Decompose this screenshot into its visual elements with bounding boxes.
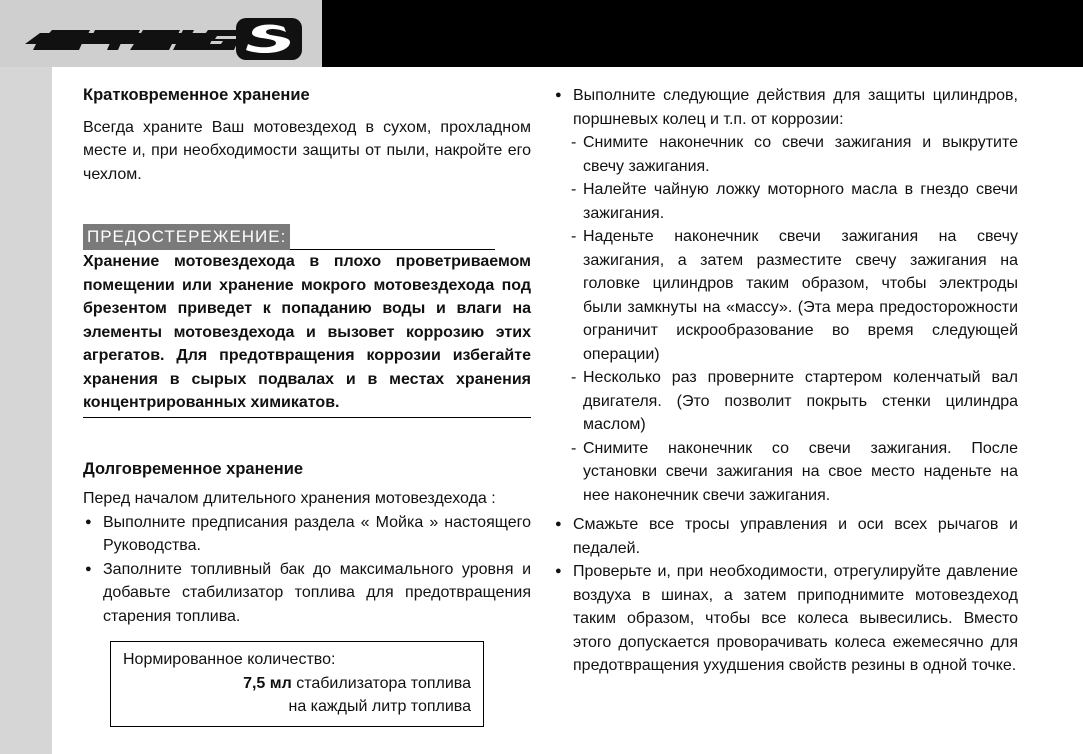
norm-amount: 7,5 мл	[243, 674, 292, 692]
warning-title: ПРЕДОСТЕРЕЖЕНИЕ:	[83, 224, 290, 250]
norm-quantity-box	[110, 641, 484, 727]
list-item: ● Выполните следующие действия для защиты цилиндров, поршневых колец и т.п. от коррозии:	[553, 84, 1018, 131]
list-item: ● Смажьте все тросы управления и оси всех рычагов и педалей.	[553, 513, 1018, 560]
left-margin-strip	[0, 0, 52, 754]
long-term-storage-heading: Долговременное хранение	[83, 459, 304, 478]
warning-header	[83, 224, 531, 250]
short-term-storage-heading: Кратковременное хранение	[83, 86, 310, 104]
long-term-storage-intro: Перед началом длительного хранения мотовездехода :	[83, 490, 496, 507]
sub-list-item: - Снимите наконечник со свечи зажигания. После установки свечи зажигания на свое место наденьте на нее наконечник свечи зажигания.	[571, 439, 1018, 504]
sub-list-item: - Несколько раз проверните стартером коленчатый вал двигателя. (Это позволит покрыть стенки цилиндра маслом)	[571, 369, 1018, 433]
right-column	[553, 84, 1018, 678]
norm-line-2: на каждый литр топлива	[288, 698, 471, 715]
list-item: ● Выполните предписания раздела « Мойка » настоящего Руководства.	[83, 511, 531, 558]
brand-logo	[0, 0, 322, 67]
list-item: ● Заполните топливный бак до максимального уровня и добавьте стабилизатор топлива для предотвращения старения топлива.	[83, 558, 531, 629]
warning-underline	[290, 227, 495, 250]
norm-line-1	[123, 672, 471, 696]
sub-list-item: - Снимите наконечник со свечи зажигания и выкрутите свечу зажигания.	[571, 134, 1018, 175]
left-column	[83, 84, 531, 628]
stels-logo-icon	[0, 0, 322, 67]
sub-list-item: - Наденьте наконечник свечи зажигания на свечу зажигания, а затем разместите свечу зажигания на головке цилиндров таким образом, чтобы электроды были замкнуты на «массу». (Эта мера предосторожности ограничит искрообразование во время следующей операции)	[571, 228, 1018, 363]
list-item: ● Проверьте и, при необходимости, отрегулируйте давление воздуха в шинах, а затем приподнимите мотовездеход таким образом, чтобы все колеса вывесились. Вместо этого допускается проворачивать колеса ежемесячно для предотвращения ухудшения свойств резины в одной точке.	[553, 560, 1018, 678]
norm-line-1-rest: стабилизатора топлива	[296, 674, 471, 692]
short-term-storage-text: Всегда храните Ваш мотовездеход в сухом, прохладном месте и, при необходимости защиты от пыли, накройте его чехлом.	[83, 118, 531, 183]
norm-label: Нормированное количество:	[123, 651, 336, 668]
sub-list-item: - Налейте чайную ложку моторного масла в гнездо свечи зажигания.	[571, 181, 1018, 222]
warning-text: Хранение мотовездехода в плохо проветриваемом помещении или хранение мокрого мотовездехода под брезентом приведет к попаданию воды и влаги на элементы мотовездехода и вызовет коррозию этих агрегатов. Для предотвращения коррозии избегайте хранения в сырых подвалах и в местах хранения концентрированных химикатов.	[83, 250, 531, 418]
